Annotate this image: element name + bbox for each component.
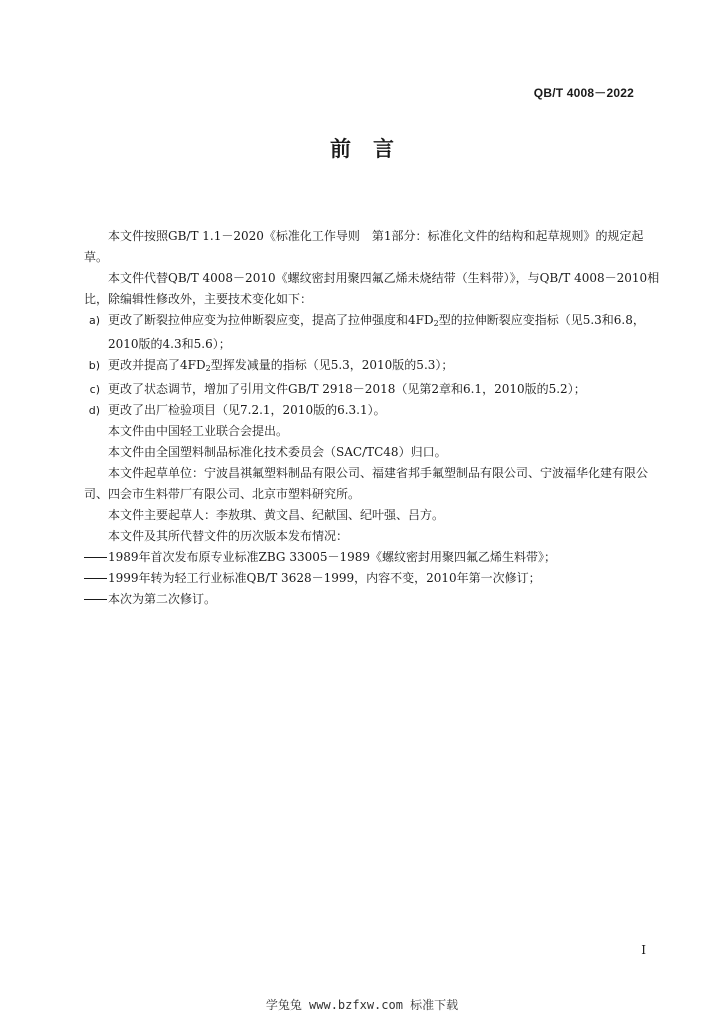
item-text-tail: 型挥发减量的指标（见5.3，2010版的5.3）； xyxy=(210,358,454,372)
standard-code: QB/T 4008－2022 xyxy=(533,86,634,100)
item-text-tail: 型的拉伸断裂应变指标（见5.3和6.8，2010版的4.3和5.6）； xyxy=(108,313,645,351)
history-item xyxy=(84,547,660,568)
item-text: 更改了出厂检验项目（见7.2.1，2010版的6.3.1）。 xyxy=(108,403,386,417)
paragraph-drafters: 本文件主要起草人：李敖琪、黄文昌、纪献国、纪叶强、吕方。 xyxy=(108,508,445,522)
page-number: I xyxy=(641,943,646,957)
page-title: 前言 xyxy=(330,137,416,161)
change-item-a xyxy=(84,310,660,355)
document-body xyxy=(84,226,660,610)
change-item-c xyxy=(84,379,660,400)
item-marker: b) xyxy=(88,359,100,372)
paragraph-committee: 本文件由全国塑料制品标准化技术委员会（SAC/TC48）归口。 xyxy=(108,445,447,459)
dash-mark xyxy=(84,568,108,589)
change-item-b xyxy=(84,355,660,379)
history-item xyxy=(84,589,660,610)
footer-watermark: 学兔兔 www.bzfxw.com 标准下载 xyxy=(265,998,459,1012)
item-subscript: 2 xyxy=(205,364,211,373)
paragraph-drafting-units: 本文件起草单位：宁波昌祺氟塑料制品有限公司、福建省邦手氟塑制品有限公司、宁波福华化建有限公司、四会市生料带厂有限公司、北京市塑料研究所。 xyxy=(84,466,649,501)
item-subscript: 2 xyxy=(433,319,439,328)
item-text: 更改并提高了4FD xyxy=(108,358,206,372)
item-text: 更改了断裂拉伸应变为拉伸断裂应变，提高了拉伸强度和4FD xyxy=(108,313,434,327)
change-item-d xyxy=(84,400,660,421)
paragraph-proposer: 本文件由中国轻工业联合会提出。 xyxy=(108,424,289,438)
dash-mark xyxy=(84,589,108,610)
paragraph-history-intro: 本文件及其所代替文件的历次版本发布情况： xyxy=(108,529,349,543)
paragraph-drafting-basis: 本文件按照GB/T 1.1－2020《标准化工作导则 第1部分：标准化文件的结构和起草规则》的规定起草。 xyxy=(84,229,644,264)
dash-mark xyxy=(84,547,108,568)
history-text: 1999年转为轻工行业标准QB/T 3628－1999，内容不变，2010年第一次修订； xyxy=(108,571,541,585)
history-item xyxy=(84,568,660,589)
history-text: 本次为第二次修订。 xyxy=(108,592,217,606)
item-text: 更改了状态调节，增加了引用文件GB/T 2918－2018（见第2章和6.1，2010版的5.2）； xyxy=(108,382,586,396)
paragraph-replacement: 本文件代替QB/T 4008－2010《螺纹密封用聚四氟乙烯未烧结带（生料带）》，与QB/T 4008－2010相比，除编辑性修改外，主要技术变化如下： xyxy=(84,271,660,306)
item-marker: a) xyxy=(88,314,100,327)
item-marker: c) xyxy=(89,383,100,396)
item-marker: d) xyxy=(88,404,100,417)
history-text: 1989年首次发布原专业标准ZBG 33005－1989《螺纹密封用聚四氟乙烯生料带》； xyxy=(108,550,557,564)
